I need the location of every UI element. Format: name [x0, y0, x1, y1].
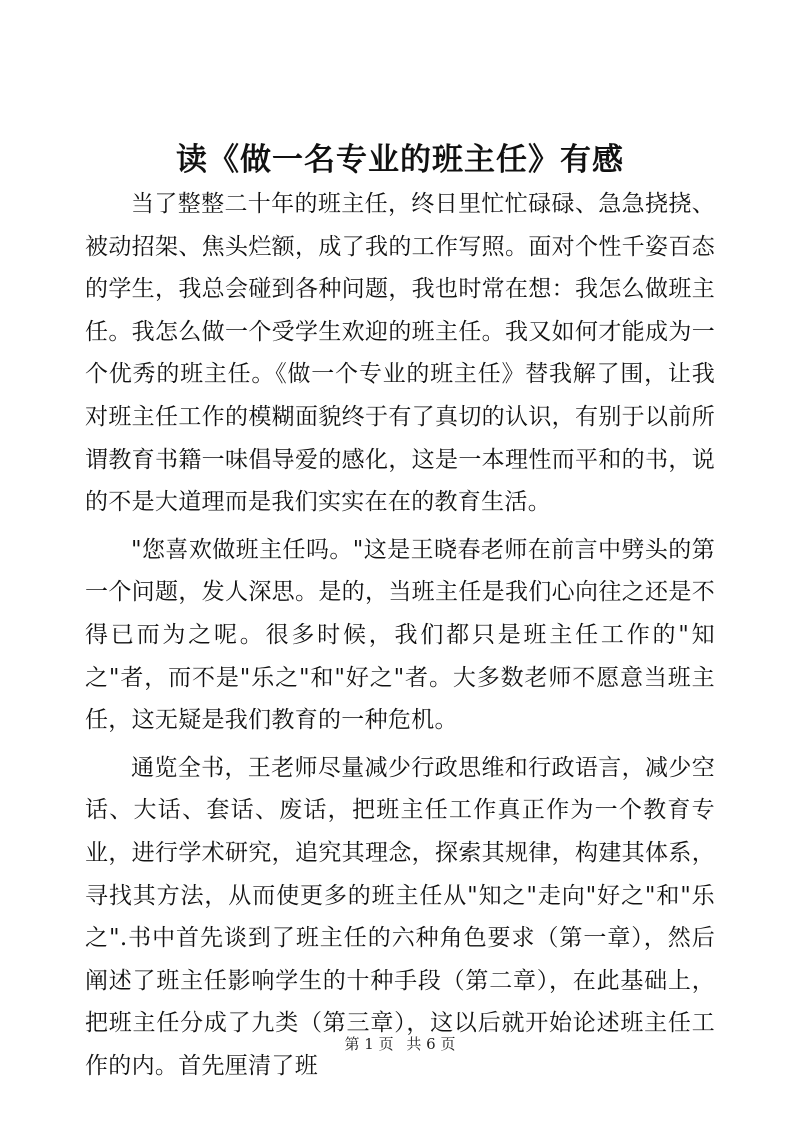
- page-number: 第 1 页: [344, 1035, 394, 1053]
- paragraph-1: 当了整整二十年的班主任，终日里忙忙碌碌、急急挠挠、被动招架、焦头烂额，成了我的工作写照。面对个性千姿百态的学生，我总会碰到各种问题，我也时常在想：我怎么做班主任。我怎么做一个受学生欢迎的班主任。我又如何才能成为一个优秀的班主任。《做一个专业的班主任》替我解了围，让我对班主任工作的模糊面貌终于有了真切的认识，有别于以前所谓教育书籍一味倡导爱的感化，这是一本理性而平和的书，说的不是大道理而是我们实实在在的教育生活。: [85, 191, 715, 516]
- paragraph-2: "您喜欢做班主任吗。"这是王晓春老师在前言中劈头的第一个问题，发人深思。是的，当班主任是我们心向往之还是不得已而为之呢。很多时候，我们都只是班主任工作的"知之"者，而不是"乐之"和"好之"者。大多数老师不愿意当班主任，这无疑是我们教育的一种危机。: [85, 536, 715, 734]
- document-title: 读《做一名专业的班主任》有感: [176, 142, 624, 178]
- paragraph-3: 通览全书，王老师尽量减少行政思维和行政语言，减少空话、大话、套话、废话，把班主任工作真正作为一个教育专业，进行学术研究，追究其理念，探索其规律，构建其体系，寻找其方法，从而使更多的班主任从"知之"走向"好之"和"乐之".书中首先谈到了班主任的六种角色要求（第一章），然后阐述了班主任影响学生的十种手段（第二章），在此基础上，把班主任分成了九类（第三章），这以后就开始论述班主任工作的内。首先厘清了班: [85, 754, 715, 1079]
- document-body: [85, 183, 715, 1087]
- page-total: 共 6 页: [406, 1035, 456, 1053]
- page-footer: [0, 1034, 800, 1054]
